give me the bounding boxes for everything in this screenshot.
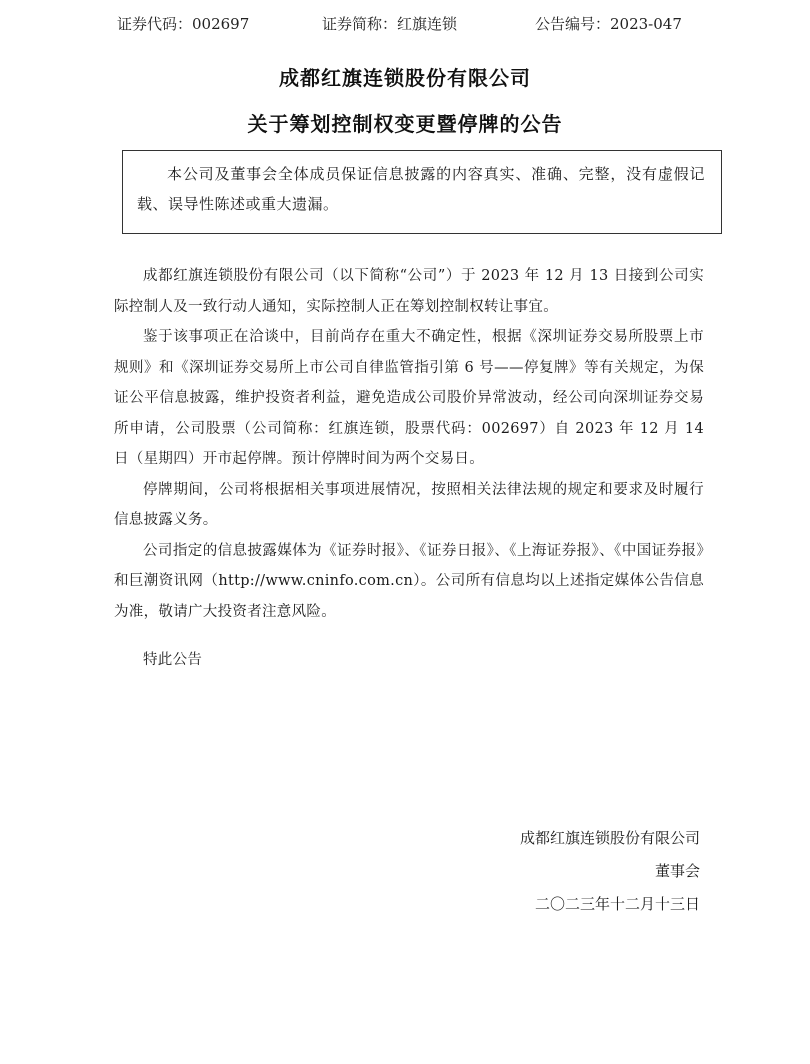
- announcement-title: 关于筹划控制权变更暨停牌的公告: [247, 112, 563, 136]
- signature-company: 成都红旗连锁股份有限公司: [519, 829, 700, 847]
- paragraph-disclosure: 停牌期间，公司将根据相关事项进展情况，按照相关法律法规的规定和要求及时履行信息披露义务。: [114, 481, 704, 528]
- stock-code: 证券代码：002697: [117, 15, 250, 33]
- paragraph-suspension: 鉴于该事项正在洽谈中，目前尚存在重大不确定性，根据《深圳证券交易所股票上市规则》和《深圳证券交易所上市公司自律监管指引第 6 号——停复牌》等有关规定，为保证公平信息披露，维护投资者利益，避免造成公司股价异常波动，经公司向深圳证券交易所申请，公司股票（公司简称：红旗连锁，股票代码：002697）自 2023 年 12 月 14 日（星期四）开市起停牌。预计停牌时间为两个交易日。: [114, 329, 704, 467]
- closing-statement: 特此公告: [143, 652, 203, 668]
- disclaimer-text: 本公司及董事会全体成员保证信息披露的内容真实、准确、完整，没有虚假记载、误导性陈述或重大遗漏。: [137, 165, 705, 213]
- paragraph-media: 公司指定的信息披露媒体为《证券时报》、《证券日报》、《上海证券报》、《中国证券报》和巨潮资讯网（http://www.cninfo.com.cn）。公司所有信息均以上述指定媒体公告信息为准，敬请广大投资者注意风险。: [114, 542, 704, 620]
- paragraph-notification: 成都红旗连锁股份有限公司（以下简称“公司”）于 2023 年 12 月 13 日接到公司实际控制人及一致行动人通知，实际控制人正在筹划控制权转让事宜。: [114, 268, 704, 315]
- company-title: 成都红旗连锁股份有限公司: [279, 66, 531, 90]
- announcement-body: [114, 261, 704, 676]
- signature-board: 董事会: [654, 862, 700, 880]
- announcement-number: 公告编号：2023-047: [535, 15, 682, 33]
- disclaimer-box: [122, 150, 722, 234]
- signature-block: [520, 822, 700, 921]
- stock-abbreviation: 证券简称：红旗连锁: [322, 15, 458, 33]
- document-header: [117, 12, 692, 36]
- signature-date: 二〇二三年十二月十三日: [534, 895, 700, 913]
